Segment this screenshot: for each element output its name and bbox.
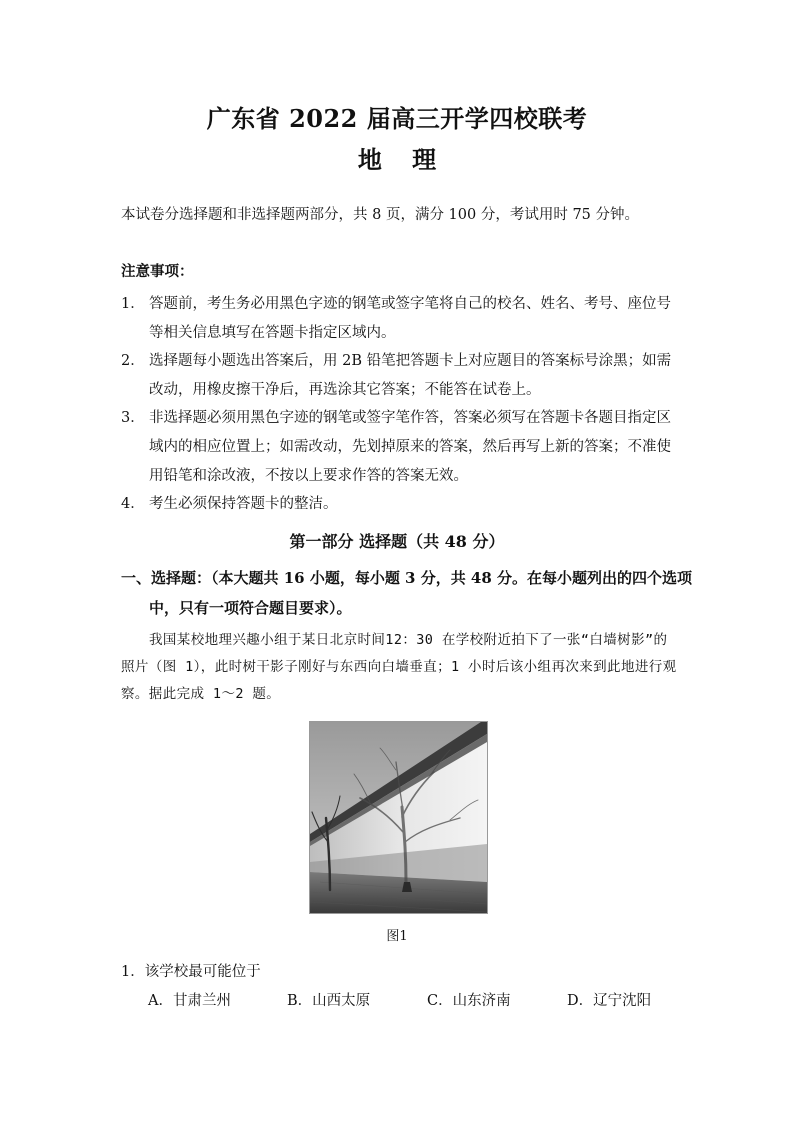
question-passage: 我国某校地理兴趣小组于某日北京时间12：30 在学校附近拍下了一张“白墙树影”的照片（图 1），此时树干影子刚好与东西向白墙垂直；1 小时后该小组再次来到此地进行观察。据此完成 1～2 题。 (121, 632, 677, 702)
figure-caption: 图1 (386, 929, 408, 944)
notice-item-text: 非选择题必须用黑色字迹的钢笔或签字笔作答，答案必须写在答题卡各题目指定区域内的相应位置上；如需改动，先划掉原来的答案，然后再写上新的答案；不准使用铅笔和涂改液，不按以上要求作答的答案无效。 (149, 410, 671, 484)
white-wall-tree-shadow-photo (309, 721, 488, 914)
exam-intro: 本试卷分选择题和非选择题两部分，共 8 页，满分 100 分，考试用时 75 分钟。 (121, 207, 640, 223)
notice-list (121, 290, 681, 519)
notice-item (121, 404, 681, 490)
notice-item-text: 考生必须保持答题卡的整洁。 (149, 496, 338, 513)
subject-title: 地 理 (357, 145, 437, 174)
notice-item-text: 答题前，考生务必用黑色字迹的钢笔或签字笔将自己的校名、姓名、考号、座位号等相关信息填写在答题卡指定区域内。 (149, 296, 671, 341)
notice-item-number: 2． (121, 353, 145, 370)
notice-item (121, 490, 681, 519)
exam-title: 广东省 2022 届高三开学四校联考 (206, 104, 588, 133)
notice-item-text: 选择题每小题选出答案后，用 2B 铅笔把答题卡上对应题目的答案标号涂黑；如需改动，用橡皮擦干净后，再选涂其它答案；不能答在试卷上。 (149, 353, 672, 398)
option-c: C．山东济南 (427, 993, 511, 1009)
notice-item-number: 1． (121, 296, 145, 312)
notice-item-number: 4． (121, 496, 145, 513)
option-d: D．辽宁沈阳 (567, 993, 652, 1009)
question-stem: 1．该学校最可能位于 (121, 964, 261, 980)
notice-item (121, 290, 681, 347)
section-heading: 一、选择题：（本大题共 16 小题，每小题 3 分，共 48 分。在每小题列出的四个选项中，只有一项符合题目要求）。 (121, 569, 693, 617)
notice-heading: 注意事项： (121, 263, 194, 280)
notice-item-number: 3． (121, 410, 145, 427)
part-title: 第一部分 选择题（共 48 分） (289, 532, 505, 551)
option-a: A．甘肃兰州 (148, 993, 231, 1009)
notice-item (121, 347, 681, 404)
option-b: B．山西太原 (287, 993, 371, 1009)
